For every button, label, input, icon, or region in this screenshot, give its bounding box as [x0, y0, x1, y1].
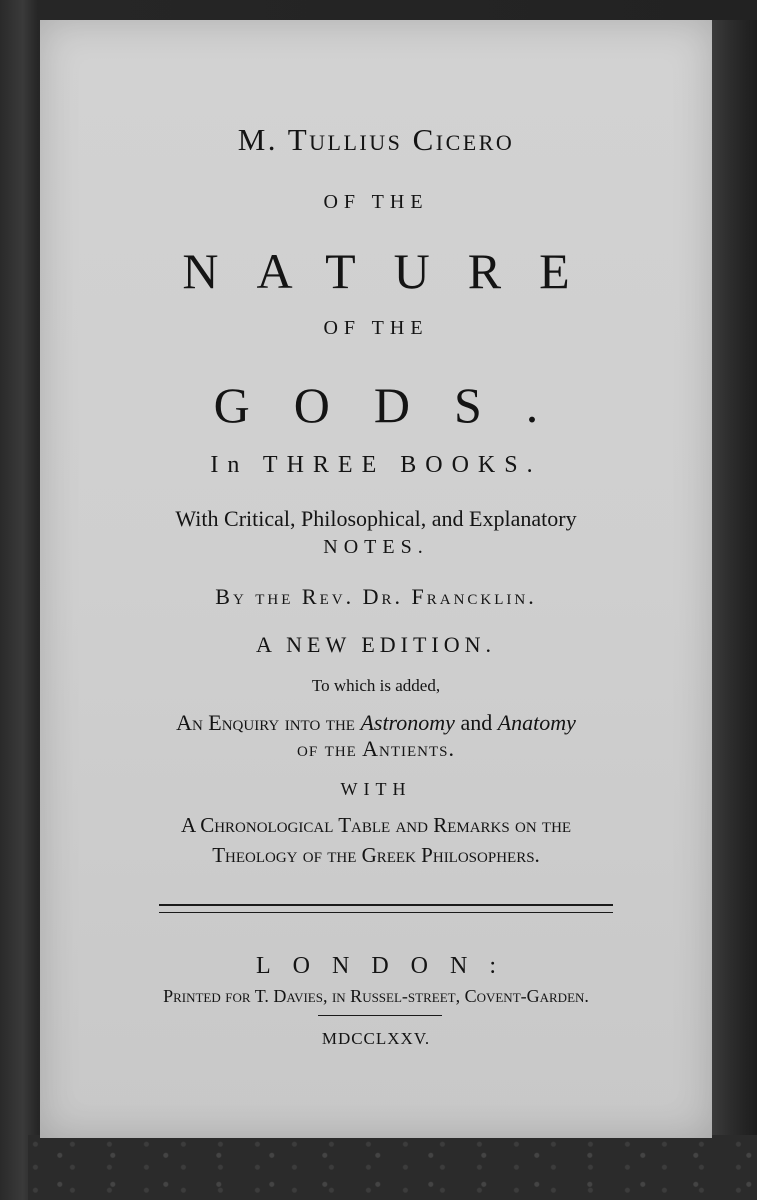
double-rule-top: [159, 904, 613, 906]
enquiry-and: and: [460, 710, 493, 735]
book-cover-bottom: [28, 1135, 757, 1200]
author-line: M. Tullius Cicero: [237, 122, 515, 157]
table-line-2: Theology of the Greek Philosophers.: [212, 843, 540, 867]
table-line-1: A Chronological Table and Remarks on the: [180, 813, 572, 837]
title-page: [40, 20, 712, 1138]
enquiry-astronomy: Astronomy: [360, 710, 455, 735]
short-rule: [318, 1015, 442, 1016]
added-line: To which is added,: [311, 676, 441, 695]
book-edge: [712, 20, 757, 1160]
nature-heading: NATURE: [182, 243, 608, 299]
enquiry-anatomy: Anatomy: [497, 710, 576, 735]
double-rule-bottom: [159, 912, 613, 913]
notes-line-2: NOTES.: [323, 536, 429, 558]
city-line: LONDON:: [256, 953, 518, 979]
enquiry-line-2: of the Antients.: [297, 736, 455, 761]
enquiry-prefix: An Enquiry into the: [176, 710, 355, 735]
of-the-line: OF THE: [323, 191, 429, 213]
notes-line-1: With Critical, Philosophical, and Explanatory: [175, 506, 577, 531]
year-line: MDCCLXXV.: [321, 1029, 431, 1048]
edition-line: A NEW EDITION.: [255, 632, 497, 657]
books-line: In THREE BOOKS.: [210, 452, 542, 478]
gods-heading: GODS.: [213, 377, 583, 433]
enquiry-line-1: [40, 712, 712, 734]
printer-line: Printed for T. Davies, in Russel-street, Covent-Garden.: [163, 986, 589, 1006]
with-line: WITH: [340, 779, 412, 799]
of-the-line-2: OF THE: [323, 317, 429, 339]
byline: By the Rev. Dr. Francklin.: [215, 584, 537, 609]
